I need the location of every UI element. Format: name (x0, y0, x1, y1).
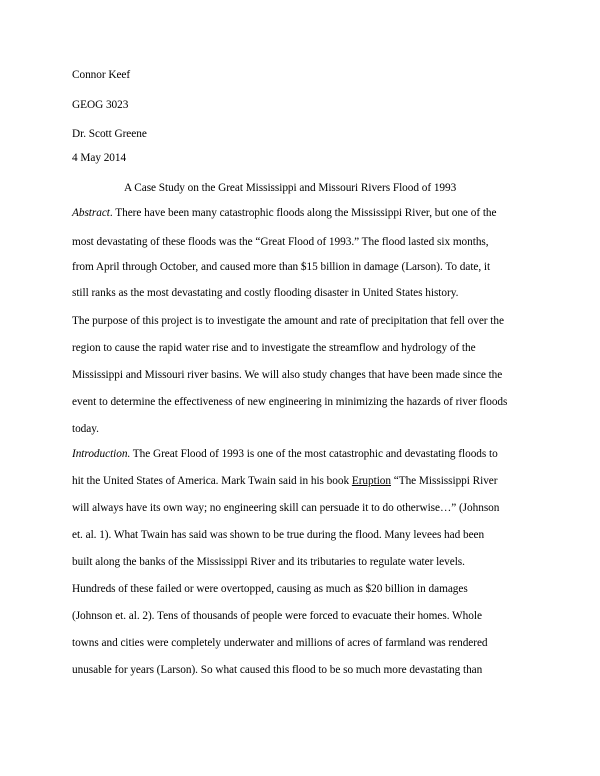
intro-line-3: will always have its own way; no engineering skill can persuade it to do otherwise…” (Johnson (72, 502, 500, 514)
abstract-line-1-text: There have been many catastrophic floods along the Mississippi River, but one of the (112, 207, 497, 219)
purpose-line-1: The purpose of this project is to investigate the amount and rate of precipitation that fell over the (72, 315, 504, 327)
intro-line-7: (Johnson et. al. 2). Tens of thousands of people were forced to evacuate their homes. Whole (72, 610, 482, 622)
book-title: Eruption (351, 475, 391, 487)
purpose-line-5: today. (72, 423, 99, 435)
intro-line-6: Hundreds of these failed or were overtopped, causing as much as $20 billion in damages (72, 583, 468, 595)
intro-line-2-quote: “The Mississippi River (391, 475, 498, 487)
abstract-label: Abstract (72, 207, 110, 219)
intro-line-2 (72, 476, 497, 487)
document-date: 4 May 2014 (72, 152, 127, 164)
intro-line-1-text: The Great Flood of 1993 is one of the most catastrophic and devastating floods to (130, 448, 498, 460)
intro-line-1 (72, 449, 498, 460)
intro-line-4: et. al. 1). What Twain has said was shown to be true during the flood. Many levees had been (72, 529, 485, 541)
abstract-line-2: most devastating of these floods was the “Great Flood of 1993.” The flood lasted six months, (72, 236, 489, 248)
course-code: GEOG 3023 (72, 99, 129, 111)
purpose-line-3: Mississippi and Missouri river basins. We will also study changes that have been made since the (72, 369, 503, 381)
paper-title: A Case Study on the Great Mississippi and Missouri Rivers Flood of 1993 (124, 182, 457, 194)
intro-line-8: towns and cities were completely underwater and millions of acres of farmland was rendered (72, 637, 488, 649)
author-name: Connor Keef (72, 69, 131, 81)
intro-line-9: unusable for years (Larson). So what caused this flood to be so much more devastating than (72, 664, 483, 676)
abstract-label-punct: . (109, 207, 113, 219)
intro-label: Introduction. (72, 448, 131, 460)
intro-line-5: built along the banks of the Mississippi River and its tributaries to regulate water levels. (72, 556, 465, 568)
abstract-line-4: still ranks as the most devastating and costly flooding disaster in United States history. (72, 287, 459, 299)
purpose-line-4: event to determine the effectiveness of new engineering in minimizing the hazards of river floods (72, 396, 508, 408)
intro-line-2-text: hit the United States of America. Mark Twain said in his book (72, 475, 352, 487)
instructor-name: Dr. Scott Greene (72, 128, 147, 140)
abstract-line-3: from April through October, and caused more than $15 billion in damage (Larson). To date, it (72, 261, 491, 273)
abstract-line-1 (72, 208, 496, 219)
purpose-line-2: region to cause the rapid water rise and to investigate the streamflow and hydrology of the (72, 342, 476, 354)
